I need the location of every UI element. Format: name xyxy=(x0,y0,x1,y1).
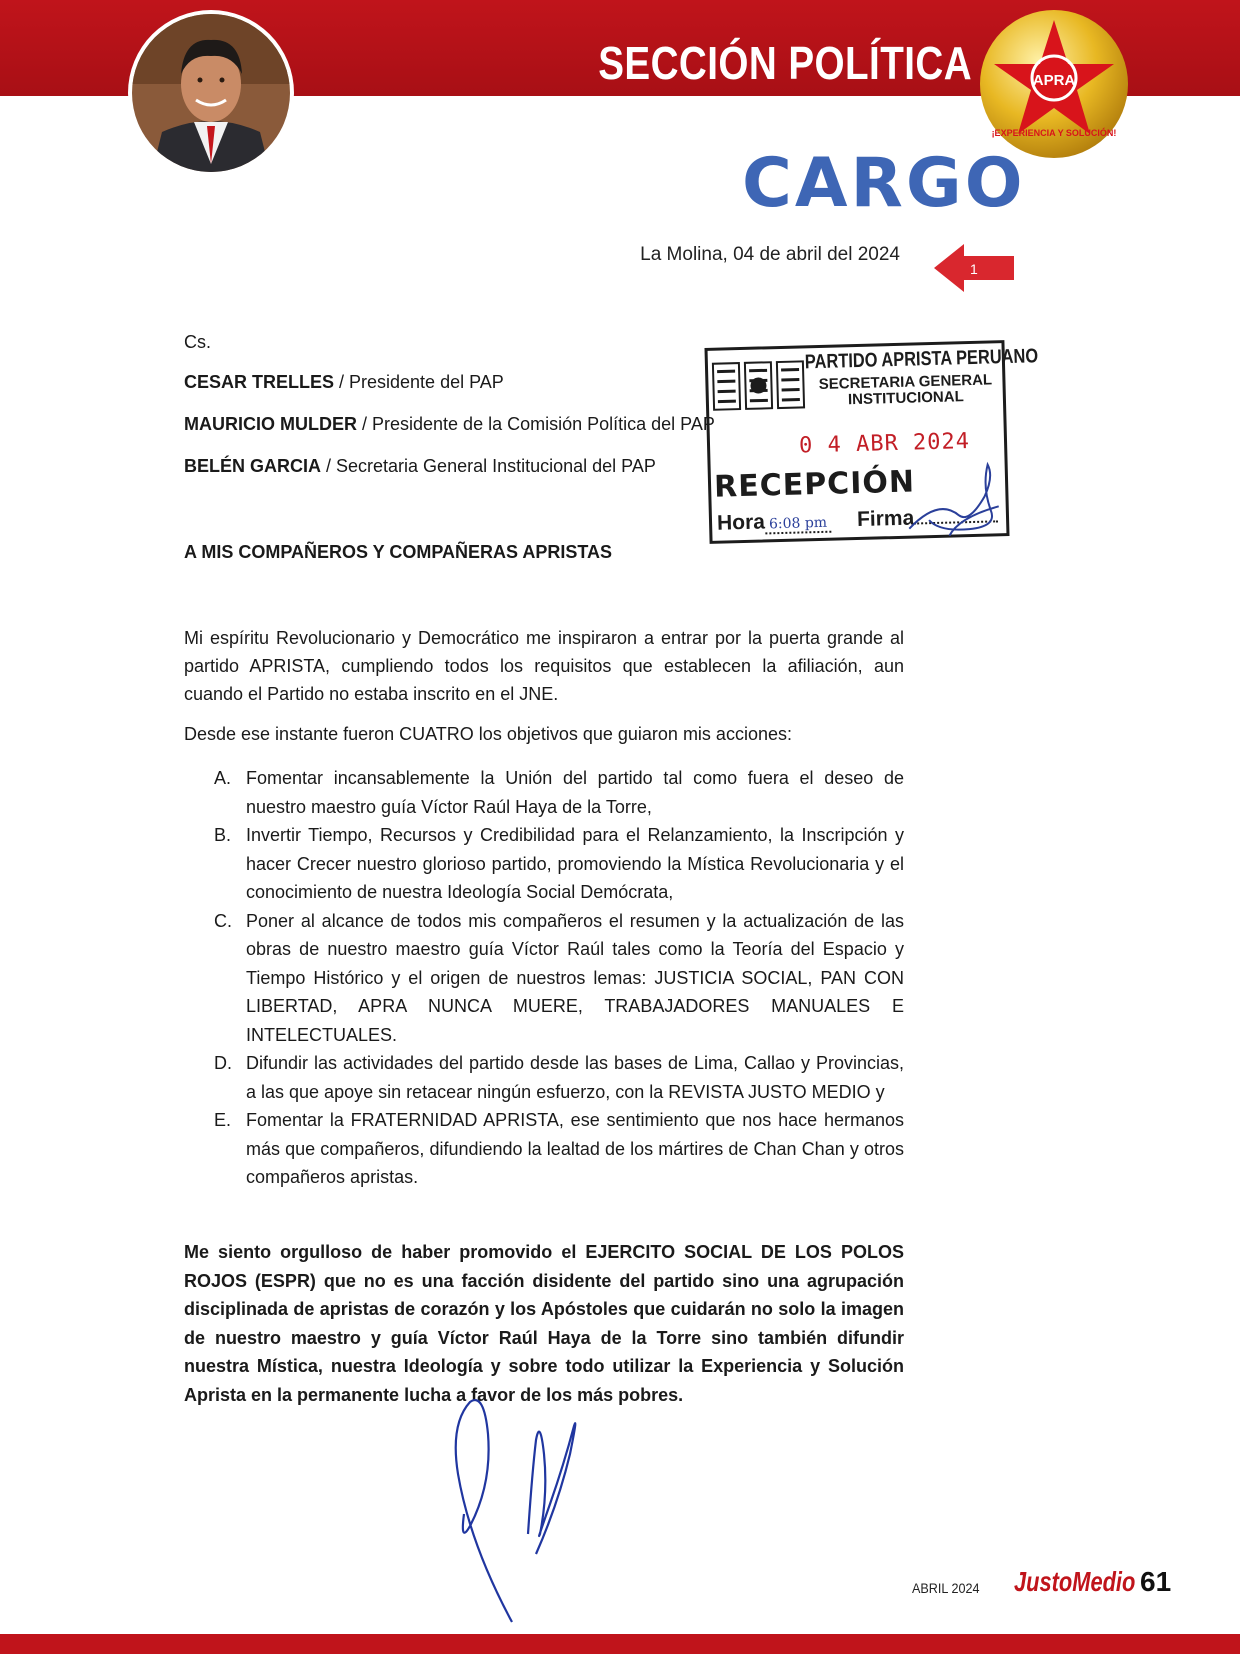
recipient-name: MAURICIO MULDER xyxy=(184,414,357,434)
list-letter: C. xyxy=(214,910,232,931)
cargo-stamp: CARGO xyxy=(742,144,1026,223)
stamp-label: RECEPCIÓN xyxy=(713,464,916,505)
stamp-office xyxy=(817,372,994,409)
stamp-hora-value: 6:08 pm xyxy=(765,515,832,535)
stamp-signature-icon xyxy=(897,456,1009,549)
list-text: Poner al alcance de todos mis compañeros el resumen y la actualización de las obras de nuestro maestro guía Víctor Raúl tales como la Teoría del Espacio y Tiempo Histórico y el origen de nuestros lemas: JUSTICIA SOCIAL, PAN CON LIBERTAD, APRA NUNCA MUERE, TRABAJADORES MANUALES E INTELECTUALES. xyxy=(246,910,904,1045)
section-title: SECCIÓN POLÍTICA xyxy=(598,37,972,89)
party-logo xyxy=(978,8,1130,160)
list-item xyxy=(184,1049,904,1106)
footer-bar xyxy=(0,1634,1240,1654)
footer-month: ABRIL 2024 xyxy=(912,1580,980,1596)
reception-stamp xyxy=(704,340,1039,544)
recipient-1 xyxy=(184,372,504,393)
svg-text:APRA: APRA xyxy=(1032,72,1076,89)
recipient-name: BELÉN GARCIA xyxy=(184,456,322,476)
paragraph-2: Desde ese instante fueron CUATRO los objetivos que guiaron mis acciones: xyxy=(184,724,792,744)
list-letter: D. xyxy=(214,1053,232,1073)
stamp-emblem-icon xyxy=(711,359,806,411)
stamp-office-line2: INSTITUCIONAL xyxy=(847,388,964,409)
stamp-hora-label: Hora xyxy=(716,510,766,535)
author-avatar xyxy=(132,14,290,172)
objectives-list xyxy=(184,764,904,1192)
list-letter: B. xyxy=(214,825,232,845)
recipient-3 xyxy=(184,456,656,477)
cc-label: Cs. xyxy=(184,332,211,352)
paragraph-1: Mi espíritu Revolucionario y Democrático me inspiraron a entrar por la puerta grande al partido APRISTA, cumpliendo todos los requisitos que establecen la afiliación, aun cuando el Partido no estaba inscrito en el JNE. xyxy=(184,628,904,704)
list-letter: A. xyxy=(214,768,232,788)
stamp-party-name: PARTIDO APRISTA PERUANO xyxy=(804,345,1039,374)
list-letter: E. xyxy=(214,1110,232,1130)
stamp-hora xyxy=(717,509,832,536)
list-item xyxy=(184,764,904,821)
footer-brand: JustoMedio xyxy=(1014,1566,1136,1597)
list-item xyxy=(184,1106,904,1192)
signature-icon xyxy=(440,1394,640,1624)
stamp-office-line1: SECRETARIA GENERAL xyxy=(818,371,993,393)
closing-paragraph: Me siento orgulloso de haber promovido el EJERCITO SOCIAL DE LOS POLOS ROJOS (ESPR) que no es una facción disidente del partido sino una agrupación disciplinada de apristas de corazón y los Apóstoles que cuidarán no solo la imagen de nuestro maestro y guía Víctor Raúl Haya de la Torre sino también difundir nuestra Mística, nuestra Ideología y sobre todo utilizar la Experiencia y Solución Aprista en la permanente lucha a favor de los más pobres. xyxy=(184,1242,904,1405)
left-arrow-icon xyxy=(934,242,1016,294)
page-number: 61 xyxy=(1140,1566,1172,1597)
svg-text:¡EXPERIENCIA Y SOLUCIÓN!: ¡EXPERIENCIA Y SOLUCIÓN! xyxy=(991,128,1117,138)
list-item xyxy=(184,907,904,1050)
greeting: A MIS COMPAÑEROS Y COMPAÑERAS APRISTAS xyxy=(184,542,613,562)
stamp-firma-label: Firma xyxy=(856,506,915,532)
svg-text:1: 1 xyxy=(970,261,978,277)
recipient-role: / Secretaria General Institucional del PAP xyxy=(321,456,656,476)
recipient-2 xyxy=(184,414,715,435)
date-line: La Molina, 04 de abril del 2024 xyxy=(640,244,900,265)
stamp-date: 0 4 ABR 2024 xyxy=(798,429,971,459)
list-text: Fomentar la FRATERNIDAD APRISTA, ese sentimiento que nos hace hermanos más que compañeros, difundiendo la lealtad de los mártires de Chan Chan y otros compañeros apristas. xyxy=(246,1110,904,1187)
list-text: Difundir las actividades del partido desde las bases de Lima, Callao y Provincias, a las que apoye sin retacear ningún esfuerzo, con la REVISTA JUSTO MEDIO y xyxy=(246,1053,904,1102)
author-portrait-icon xyxy=(132,14,290,172)
recipient-name: CESAR TRELLES xyxy=(184,372,335,392)
list-text: Fomentar incansablemente la Unión del partido tal como fuera el deseo de nuestro maestro guía Víctor Raúl Haya de la Torre, xyxy=(246,768,904,817)
list-text: Invertir Tiempo, Recursos y Credibilidad para el Relanzamiento, la Inscripción y hacer Crecer nuestro glorioso partido, promoviendo la Mística Revolucionaria y el conocimiento de nuestra Ideología Social Demócrata, xyxy=(246,825,904,902)
marker-arrow xyxy=(934,242,1016,299)
recipient-role: / Presidente de la Comisión Política del PAP xyxy=(357,414,715,434)
recipient-role: / Presidente del PAP xyxy=(334,372,504,392)
list-item xyxy=(184,821,904,907)
